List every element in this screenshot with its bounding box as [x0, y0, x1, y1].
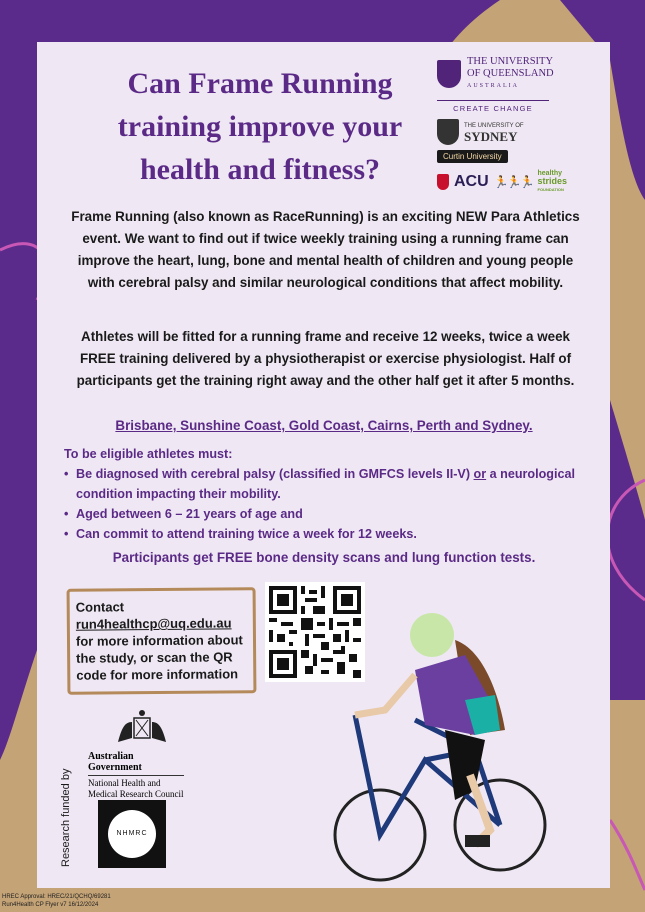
intro-paragraph: Frame Running (also known as RaceRunning) is an exciting NEW Para Athletics event. We want to find out if twice weekly training using a running frame can improve the heart, lung, bone and mental health of children and young people with cerebral palsy and similar neurological conditions that affect mobility. — [71, 209, 580, 290]
sydney-crest-icon — [437, 119, 459, 145]
flyer-title: Can Frame Running training improve your health and fitness? — [117, 67, 403, 186]
curtin-logo: Curtin University — [437, 150, 508, 163]
eligibility-item: • Aged between 6 – 21 years of age and — [64, 504, 584, 524]
eligibility-heading: To be eligible athletes must: — [64, 447, 233, 461]
healthy-strides-logo: healthy strides FOUNDATION — [537, 170, 568, 192]
partner-logos — [437, 56, 597, 193]
details-paragraph: Athletes will be fitted for a running frame and receive 12 weeks, twice a week FREE training delivered by a physiotherapist or exercise physiologist. Half of participants get the training right away and the other half get it after 5 months. — [76, 329, 575, 388]
uq-tagline: CREATE CHANGE — [437, 100, 549, 113]
free-tests-note: Participants get FREE bone density scans and lung function tests. — [112, 550, 536, 565]
acu-healthy-strides-logos — [437, 170, 597, 193]
australian-government-logo: Australian Government National Health and Medical Research Council — [84, 708, 204, 800]
eligibility-item: • Be diagnosed with cerebral palsy (classified in GMFCS levels II-V) or a neurological condition impacting their mobility. — [64, 464, 584, 504]
coat-of-arms-icon — [114, 708, 170, 746]
eligibility-section — [64, 444, 584, 544]
research-funded-by: Research funded by — [60, 768, 72, 867]
uq-logo: THE UNIVERSITY OF QUEENSLAND AUSTRALIA — [437, 56, 597, 92]
footer-approval: HREC Approval: HREC/21/QCHQ/69281 Run4Health CP Flyer v7 16/12/2024 — [2, 894, 111, 908]
contact-text: for more information about the study, or scan the QR code for more information — [75, 632, 243, 683]
eligibility-item: • Can commit to attend training twice a week for 12 weeks. — [64, 524, 584, 544]
contact-email-link[interactable]: run4healthcp@uq.edu.au — [75, 615, 232, 632]
uq-crest-icon — [437, 60, 461, 88]
contact-label: Contact — [75, 599, 125, 615]
acu-logo: ACU — [454, 172, 489, 190]
sydney-logo: THE UNIVERSITY OF SYDNEY — [437, 119, 597, 145]
frame-running-athlete-image — [325, 600, 550, 890]
contact-box — [67, 587, 257, 695]
locations-list: Brisbane, Sunshine Coast, Gold Coast, Cairns, Perth and Sydney. — [115, 418, 533, 433]
acu-shield-icon — [437, 174, 449, 190]
nhmrc-logo: NHMRC — [98, 800, 166, 868]
runners-icon: 🏃🏃🏃 — [493, 174, 533, 189]
